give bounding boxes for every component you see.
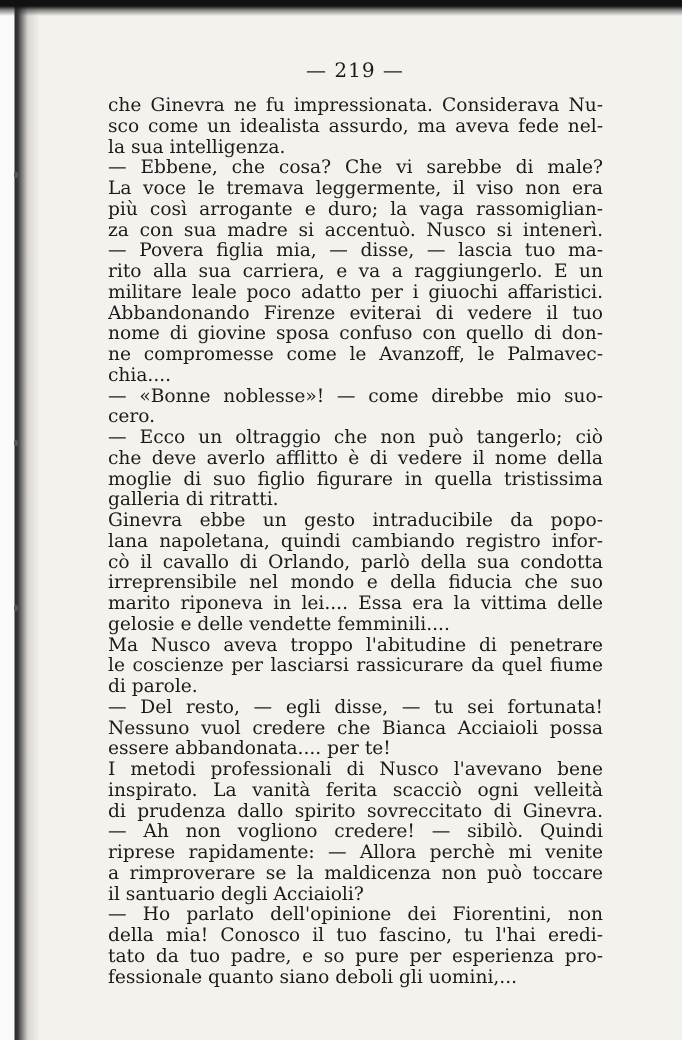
text-line: tato da tuo padre, e so pure per esperienza pro- bbox=[108, 946, 603, 967]
text-line: Ginevra ebbe un gesto intraducibile da popo- bbox=[108, 511, 603, 531]
text-line: gelosie e delle vendette femminili.... bbox=[108, 614, 450, 635]
scan-speck bbox=[14, 440, 18, 446]
text-line: marito riponeva in lei.... Essa era la vittima delle bbox=[108, 594, 603, 614]
text-line: — Ah non vogliono credere! — sibilò. Quindi bbox=[108, 822, 603, 843]
text-line: a rimproverare se la maldicenza non può toccare bbox=[108, 863, 603, 884]
text-line: il santuario degli Acciaioli? bbox=[108, 884, 364, 905]
scan-speck bbox=[14, 172, 18, 178]
text-line: — «Bonne noblesse»! — come direbbe mio suo- bbox=[108, 386, 603, 407]
text-line: cero. bbox=[108, 407, 156, 428]
text-line: di prudenza dallo spirito sovreccitato di Ginevra. bbox=[108, 801, 603, 822]
text-line: Nessuno vuol credere che Bianca Acciaioli possa bbox=[108, 718, 603, 739]
text-line: lana napoletana, quindi cambiando registro infor- bbox=[108, 531, 603, 552]
text-line: I metodi professionali di Nusco l'avevano bene bbox=[108, 760, 603, 780]
text-line: ne compromesse come le Avanzoff, le Palmavec- bbox=[108, 345, 603, 365]
text-line: za con sua madre si accentuò. Nusco si intenerì. bbox=[108, 220, 603, 241]
text-line: che deve averlo afflitto è di vedere il nome della bbox=[108, 448, 603, 469]
text-line: della mia! Conosco il tuo fascino, tu l'hai eredi- bbox=[108, 926, 603, 946]
text-line: più così arrogante e duro; la vaga rassomiglian- bbox=[108, 199, 603, 220]
text-line: che Ginevra ne fu impressionata. Considerava Nu- bbox=[108, 96, 603, 116]
text-line: le coscienze per lasciarsi rassicurare da quel fiume bbox=[108, 656, 603, 677]
text-line: — Povera figlia mia, — disse, — lascia tuo ma- bbox=[108, 241, 603, 262]
text-line: Ma Nusco aveva troppo l'abitudine di penetrare bbox=[108, 635, 603, 656]
text-line: moglie di suo figlio figurare in quella tristissima bbox=[108, 469, 603, 490]
text-line: sco come un idealista assurdo, ma aveva fede nel- bbox=[108, 116, 603, 137]
page-top-shadow bbox=[0, 0, 682, 16]
text-line: — Del resto, — egli disse, — tu sei fortunata! bbox=[108, 697, 603, 718]
text-line: La voce le tremava leggermente, il viso non era bbox=[108, 179, 603, 199]
text-line: chia.... bbox=[108, 365, 172, 386]
text-line: — Ebbene, che cosa? Che vi sarebbe di male? bbox=[108, 158, 603, 179]
text-line: irreprensibile nel mondo e della fiducia che suo bbox=[108, 573, 603, 594]
text-line: cò il cavallo di Orlando, parlò della sua condotta bbox=[108, 552, 603, 573]
text-line: riprese rapidamente: — Allora perchè mi venite bbox=[108, 843, 603, 863]
text-line: la sua intelligenza. bbox=[108, 137, 286, 158]
text-line: — Ecco un oltraggio che non può tangerlo; ciò bbox=[108, 428, 603, 448]
scan-speck bbox=[14, 605, 18, 611]
text-line: fessionale quanto siano deboli gli uomini,... bbox=[108, 967, 518, 988]
text-line: rito alla sua carriera, e va a raggiungerlo. È un bbox=[108, 262, 603, 282]
text-line: inspirato. La vanità ferita scacciò ogni velleità bbox=[108, 780, 603, 801]
page-number: — 219 — bbox=[306, 58, 404, 82]
scan-specks bbox=[14, 0, 24, 1040]
text-line: essere abbandonata.... per te! bbox=[108, 739, 391, 760]
text-line: — Ho parlato dell'opinione dei Fiorentini, non bbox=[108, 905, 603, 926]
text-line: Abbandonando Firenze eviterai di vedere il tuo bbox=[108, 303, 603, 324]
text-line: nome di giovine sposa confuso con quello di don- bbox=[108, 324, 603, 345]
text-line: militare leale poco adatto per i giuochi affaristici. bbox=[108, 282, 603, 303]
body-text bbox=[108, 96, 603, 988]
text-line: galleria di ritratti. bbox=[108, 490, 279, 511]
text-line: di parole. bbox=[108, 677, 198, 697]
